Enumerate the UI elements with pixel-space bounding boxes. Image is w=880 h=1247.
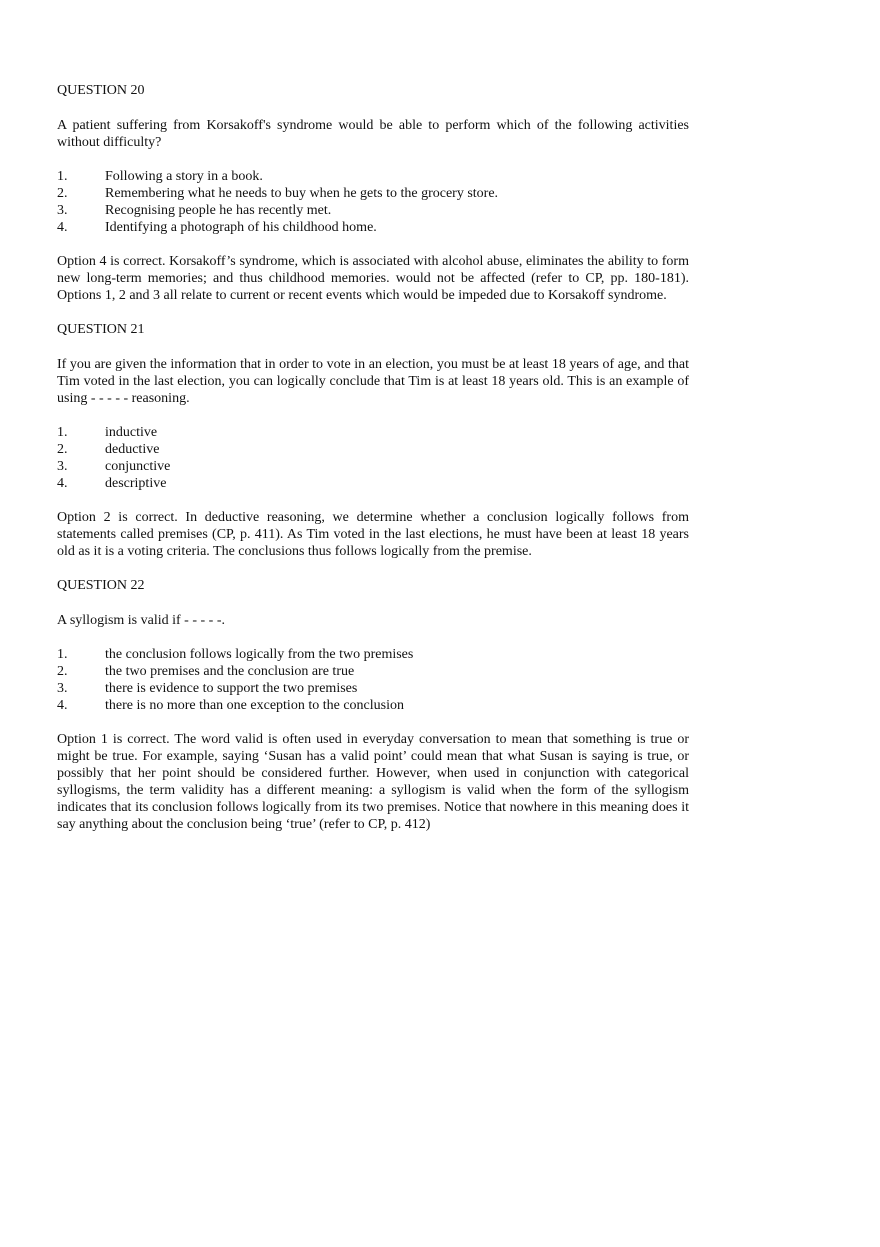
answer-explanation: Option 1 is correct. The word valid is often used in everyday conversation to mean that something is true or might be true. For example, saying ‘Susan has a valid point’ could mean that what Susan is saying is true, or possibly that her point should be considered further. However, when used in conjunction with categorical syllogisms, the term validity has a different meaning: a syllogism is valid when the form of the syllogism indicates that its conclusion follows logically from its two premises. Notice that nowhere in this meaning does it say anything about the conclusion being ‘true’ (refer to CP, p. 412) <box>57 732 689 832</box>
document-page <box>57 82 689 850</box>
option-item <box>57 202 689 219</box>
option-item <box>57 680 689 697</box>
option-number: 1. <box>57 425 68 440</box>
question-title: QUESTION 20 <box>57 83 145 98</box>
question-title: QUESTION 22 <box>57 578 145 593</box>
option-item <box>57 441 689 458</box>
option-number: 1. <box>57 647 68 662</box>
option-number: 4. <box>57 698 68 713</box>
option-list <box>57 646 689 714</box>
option-text: Following a story in a book. <box>105 169 263 184</box>
option-number: 1. <box>57 169 68 184</box>
question-22 <box>57 577 689 833</box>
option-item <box>57 185 689 202</box>
option-item <box>57 475 689 492</box>
option-number: 4. <box>57 476 68 491</box>
option-text: Identifying a photograph of his childhood home. <box>105 220 377 235</box>
option-number: 4. <box>57 220 68 235</box>
answer-explanation: Option 4 is correct. Korsakoff’s syndrome, which is associated with alcohol abuse, eliminates the ability to form new long-term memories; and thus childhood memories. would not be affected (refer to CP, pp. 180-181). Options 1, 2 and 3 all relate to current or recent events which would be impeded due to Korsakoff syndrome. <box>57 254 689 303</box>
question-prompt: If you are given the information that in order to vote in an election, you must be at least 18 years of age, and that Tim voted in the last election, you can logically conclude that Tim is at least 18 years old. This is an example of using - - - - - reasoning. <box>57 357 689 406</box>
option-text: the two premises and the conclusion are true <box>105 664 355 679</box>
option-text: descriptive <box>105 476 167 491</box>
option-text: the conclusion follows logically from the two premises <box>105 647 414 662</box>
option-item <box>57 219 689 236</box>
question-prompt: A patient suffering from Korsakoff's syndrome would be able to perform which of the following activities without difficulty? <box>57 118 689 150</box>
option-item <box>57 697 689 714</box>
option-item <box>57 424 689 441</box>
option-list <box>57 168 689 236</box>
option-text: conjunctive <box>105 459 171 474</box>
option-number: 2. <box>57 186 68 201</box>
option-number: 3. <box>57 459 68 474</box>
option-list <box>57 424 689 492</box>
option-text: there is no more than one exception to the conclusion <box>105 698 404 713</box>
option-number: 2. <box>57 664 68 679</box>
option-item <box>57 663 689 680</box>
question-title: QUESTION 21 <box>57 322 145 337</box>
option-item <box>57 646 689 663</box>
option-item <box>57 458 689 475</box>
option-number: 3. <box>57 681 68 696</box>
option-text: inductive <box>105 425 158 440</box>
option-number: 3. <box>57 203 68 218</box>
option-text: deductive <box>105 442 160 457</box>
question-prompt: A syllogism is valid if - - - - -. <box>57 613 225 628</box>
option-text: Recognising people he has recently met. <box>105 203 332 218</box>
option-number: 2. <box>57 442 68 457</box>
option-item <box>57 168 689 185</box>
question-20 <box>57 82 689 304</box>
answer-explanation: Option 2 is correct. In deductive reasoning, we determine whether a conclusion logically follows from statements called premises (CP, p. 411). As Tim voted in the last elections, he must have been at least 18 years old as it is a voting criteria. The conclusions thus follows logically from the premise. <box>57 510 689 559</box>
option-text: there is evidence to support the two premises <box>105 681 358 696</box>
question-21 <box>57 321 689 560</box>
option-text: Remembering what he needs to buy when he gets to the grocery store. <box>105 186 499 201</box>
